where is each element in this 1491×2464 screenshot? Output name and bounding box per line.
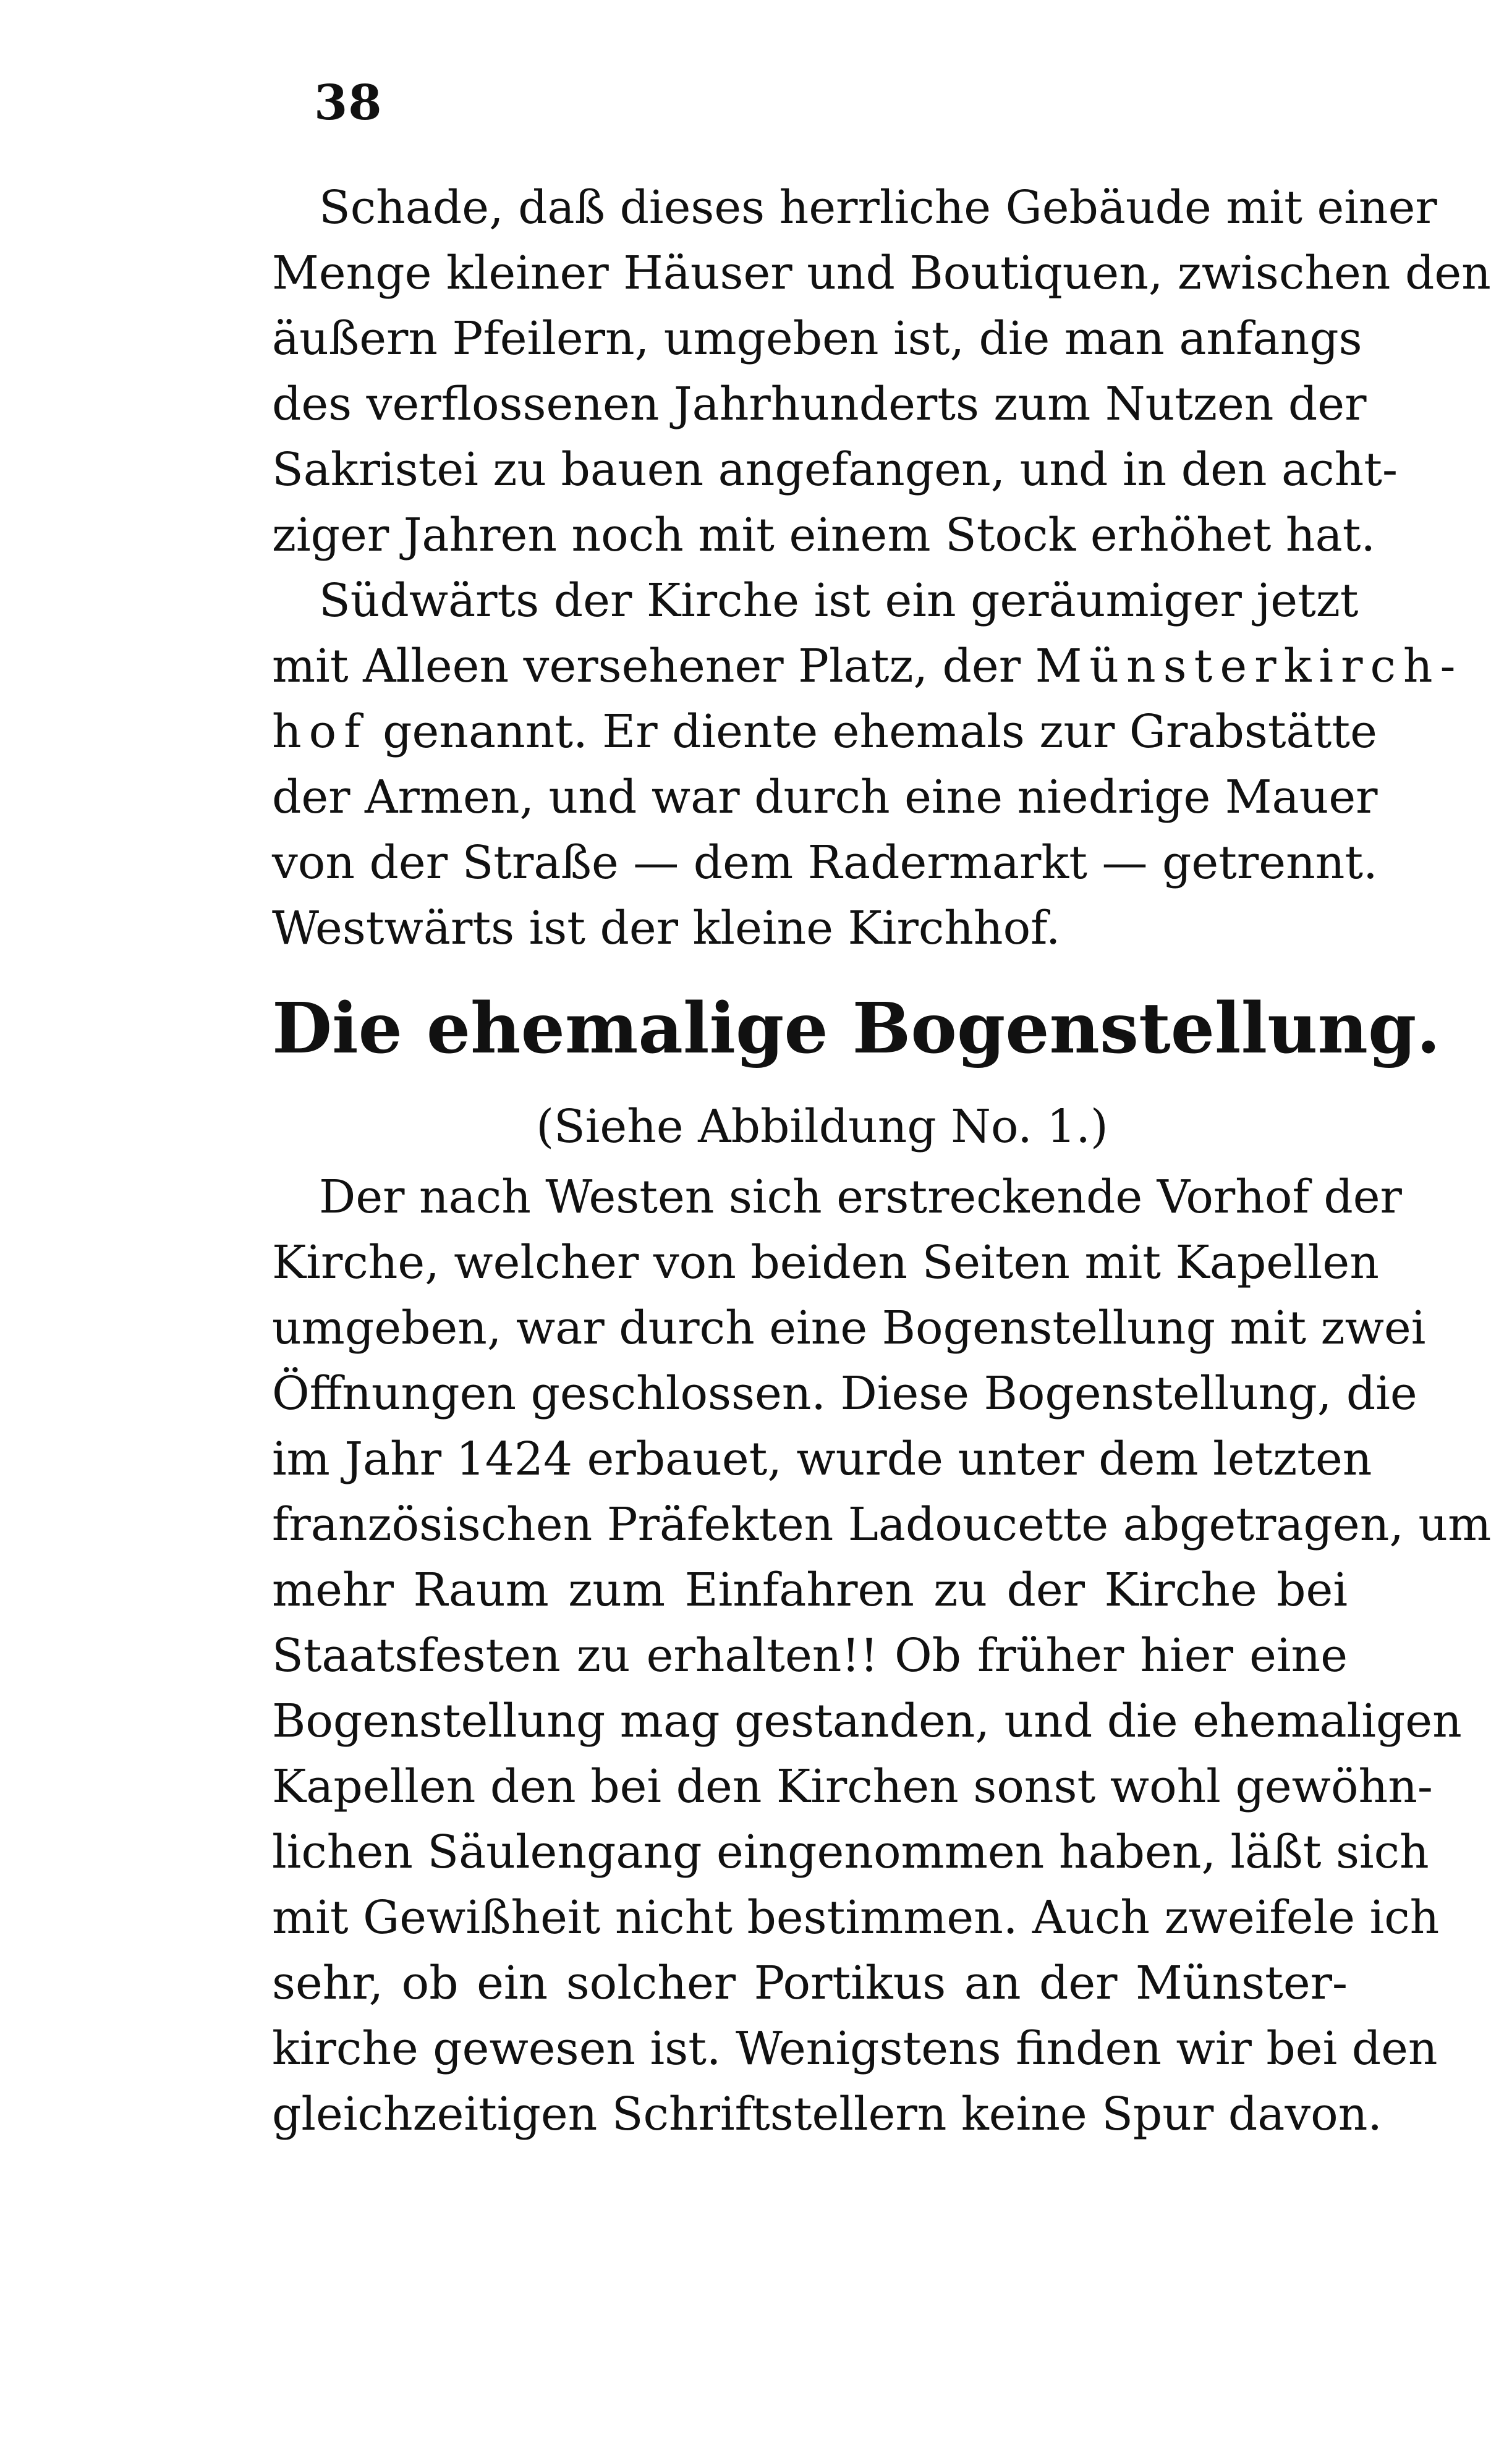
text-line: von der Straße — dem Radermarkt — getrennt.: [272, 836, 1378, 889]
text-line: im Jahr 1424 erbauet, wurde unter dem letzten: [272, 1433, 1372, 1486]
text-line: französischen Präfekten Ladoucette abgetragen, um: [272, 1498, 1491, 1551]
text-line: äußern Pfeilern, umgeben ist, die man anfangs: [272, 312, 1362, 365]
text-line: umgeben, war durch eine Bogenstellung mit zwei: [272, 1302, 1426, 1355]
text-line: gleichzeitigen Schriftstellern keine Spur davon.: [272, 2088, 1382, 2141]
section-subheading: (Siehe Abbildung No. 1.): [536, 1100, 1108, 1153]
paragraph-schade: [272, 175, 1491, 568]
text-line: mehr Raum zum Einfahren zu der Kirche bei: [272, 1564, 1348, 1617]
text-line: Südwärts der Kirche ist ein geräumiger jetzt: [319, 574, 1359, 627]
page-number: 38: [314, 75, 383, 131]
text-line: Menge kleiner Häuser und Boutiquen, zwischen den: [272, 247, 1491, 300]
text-line: Sakristei zu bauen angefangen, und in den acht-: [272, 443, 1398, 496]
text-line: lichen Säulengang eingenommen haben, läßt sich: [272, 1826, 1429, 1879]
text-line: Schade, daß dieses herrliche Gebäude mit einer: [319, 181, 1437, 234]
spaced-emphasis: hof: [272, 705, 368, 758]
text-line: [272, 633, 1463, 699]
text-line: des verflossenen Jahrhunderts zum Nutzen der: [272, 378, 1367, 431]
paragraph-suedwaerts: [272, 568, 1463, 961]
text-line: Staatsfesten zu erhalten!! Ob früher hier eine: [272, 1629, 1348, 1682]
text-line: Öffnungen geschlossen. Diese Bogenstellung, die: [272, 1367, 1417, 1420]
text-run: genannt. Er diente ehemals zur Grabstätte: [368, 705, 1377, 758]
section-heading: Die ehemalige Bogenstellung.: [272, 988, 1441, 1069]
text-line: mit Gewißheit nicht bestimmen. Auch zweifele ich: [272, 1891, 1440, 1944]
text-run: mit Alleen versehener Platz, der: [272, 640, 1035, 693]
text-line: Kapellen den bei den Kirchen sonst wohl gewöhn-: [272, 1760, 1433, 1813]
paragraph-vorhof: [272, 1164, 1491, 2147]
text-line: der Armen, und war durch eine niedrige Mauer: [272, 771, 1378, 824]
text-line: sehr, ob ein solcher Portikus an der Münster-: [272, 1957, 1348, 2010]
text-line: kirche gewesen ist. Wenigstens finden wir bei den: [272, 2022, 1438, 2075]
body-text-top: [272, 175, 1491, 961]
text-line: Der nach Westen sich erstreckende Vorhof der: [319, 1171, 1402, 1224]
text-line: Bogenstellung mag gestanden, und die ehemaligen: [272, 1695, 1462, 1748]
body-text-bottom: [272, 1164, 1491, 2147]
spaced-emphasis: Münsterkirch-: [1035, 640, 1463, 693]
text-line: Kirche, welcher von beiden Seiten mit Kapellen: [272, 1236, 1379, 1289]
text-line: [272, 699, 1377, 764]
text-line: ziger Jahren noch mit einem Stock erhöhet hat.: [272, 509, 1375, 562]
text-line: Westwärts ist der kleine Kirchhof.: [272, 902, 1061, 955]
